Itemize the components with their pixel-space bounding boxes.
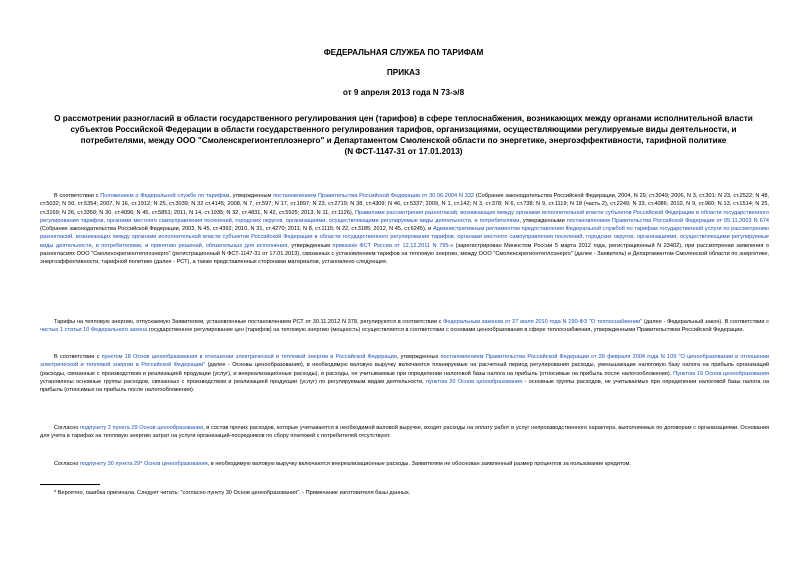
p4-text-a: Согласно [54,425,81,431]
footnote: * Вероятно, ошибка оригинала. Следует читать: "согласно пункту 30 Основ ценообразования". - Примечание изготовителя базы данных. [54,490,411,496]
paragraph-3 [40,353,769,394]
p1-text-b: , утвержденным [229,193,274,199]
p3-link-item-19[interactable]: Пунктом 19 Основ ценообразования [673,370,769,377]
p1-link-decree-332[interactable]: постановлением Правительства Российской Федерации от 30.06.2004 N 332 [273,193,475,199]
paragraph-4 [40,424,769,441]
p1-link-order-795[interactable]: приказом ФСТ России от 12.12.2011 N 795-э [332,242,454,249]
heading-text: О рассмотрении разногласий в области государственного регулирования цен (тарифов) в сфере теплоснабжения, возникающих между органами исполнительной власти субъектов Российской Федерации в области государственного регулирования тарифов, организациями, осуществляющими регулируемые виды деятельности, и потребителями, между ООО "Смоленскрегионтеплоэнерго" и Департаментом Смоленской области по энергетике, энергоэффективности, тарифной политике [54,114,753,145]
p1-link-rules[interactable]: Правилами рассмотрения разногласий, возникающих между органами исполнительной власти субъектов Российской Федерации в области государственного регулирования тарифов, органами местного самоуправления поселений, городских округов, организациями, осуществляющими регулируемые виды деятельности, и потребителями [40,209,769,224]
p1-text-d: , утвержденными [519,217,567,224]
p3-text-a: В соответствии с [54,354,102,360]
doc-type-title: ПРИКАЗ [386,68,421,77]
p5-text-b: , в необходимую валовую выручку включаются внереализационные расходы. Заявителем не обоснован заявленный размер процентов за пользование кредитом. [207,461,631,467]
p1-text-f: , утвержденным [287,242,333,249]
paragraph-5 [40,460,769,468]
p1-text-e: (Собрание законодательства Российской Федерации, 2003, N 45, ст.4392; 2010, N 31, ст.4270; 2011, N 8, ст.1115; N 22, ст.3185; 2012, N 45, ст.6245), и [40,226,433,233]
paragraph-1 [40,192,769,267]
p4-text-b: , в состав прочих расходов, которые учитываются в необходимой валовой выручке, входят расходы на оплату работ и услуг непроизводственного характера, выполняемых по договорам с организациями. Основания для учета в тарифах на тепловую энергию затрат на услуги организаций-посредников по сбору платежей с потребителей отсутствуют. [40,425,769,440]
p3-text-b: , утвержденных [396,354,441,360]
p2-link-law-190[interactable]: Федеральным законом от 27 июля 2010 года N 190-ФЗ "О теплоснабжении" [443,319,643,325]
p1-link-admin-regulation[interactable]: Административным регламентом предоставления Федеральной службой по тарифам государственной услуги по рассмотрению разногласий, возникающих между органами исполнительной власти субъектов Российской Федерации в области государственного регулирования тарифов, органами местного самоуправления поселений, городских округов, организациями, осуществляющими регулируемые виды деятельности, и потребителями, и принятию решений, обязательных для исполнения [40,226,769,249]
agency-title: ФЕДЕРАЛЬНАЯ СЛУЖБА ПО ТАРИФАМ [323,48,484,57]
p2-text-c: государственное регулирование цен (тарифов) на тепловую энергию (мощность) осуществляется в соответствии с основами ценообразования в сфере теплоснабжения, утвержденными Правительством Российской Федерации. [147,327,744,334]
p3-link-item-18[interactable]: пунктом 18 Основ ценообразования в отношении электрической и тепловой энергии в Российской Федерации [101,354,397,360]
p3-text-e: - основные группы расходов, не учитываемых при определении налоговой базы налога на прибыль (относимых на прибыль после налогообложения). [40,378,770,394]
p2-link-article-10[interactable]: частью 1 статьи 10 Федерального закона [40,327,148,334]
p1-link-fst-regulation[interactable]: Положением о Федеральной службе по тарифам [100,193,230,199]
footnote-separator [40,484,100,485]
p1-text-a: В соответствии с [54,193,101,199]
p1-link-decree-674[interactable]: постановлением Правительства Российской Федерации от 05.11.2003 N 674 [566,217,769,224]
p2-text-b: (далее - Федеральный закон). В соответствии с [642,319,769,325]
p3-text-d: установлены основные группы расходов, связанных с производством и реализацией продукции (услуг) по регулируемым видам деятельности, [40,378,427,385]
p2-text-a: Тарифы на тепловую энергию, отпускаемую Заявителем, установленные постановлением РСТ от 30.11.2012 N 378, регулируются в соответствии с [54,319,444,325]
document-heading [40,113,767,157]
doc-date-number: от 9 апреля 2013 года N 73-э/8 [342,88,465,97]
paragraph-2 [40,318,769,335]
p5-text-a: Согласно [54,461,80,467]
heading-reference: (N ФСТ-1147-31 от 17.01.2013) [344,147,463,156]
p3-text-c: (далее - Основы ценообразования), в необходимую валовую выручку включаются планируемые на расчетный период регулирования расходы, уменьшающие налоговую базу налога на прибыль организаций (расходы, связанные с производством и реализацией продукции (услуг), и внереализационные расходы), и расходы, не учитываемые при определении налоговой базы налога на прибыль (относимые на прибыль после налогообложения). [40,362,770,377]
p3-link-item-20[interactable]: пунктом 20 Основ ценообразования [426,378,523,385]
p5-link-subitem-30[interactable]: подпункту 30 пункта 29* Основ ценообразования [80,461,208,467]
p1-text-c: (Собрание законодательства Российской Федерации, 2004, N 29, ст.3049; 2006, N 3, ст.301; N 23, ст.2522; N 48, ст.5032; N 50, ст.5354; 2007, N 16, ст.1912; N 25, ст.3039; N 32 ст.4145; 2008, N 7, ст.597; N 17, ст.1897; N 23, ст.2719; N 38, ст.4309; N 46, ст.5337; 2009, N 1, ст.142; N 3, ст.378; N 6, ст.738; N 9, ст.1119; N 18 (часть 2), ст.2249; N 33, ст.4086; 2010, N 9, ст.960; N 13, ст.1514; N 25, ст.3169; N 26, ст.3350; N 30, ст.4096; N 45, ст.5851; 2011, N 14, ст.1935; N 32, ст.4831, N 42, ст.5925; 2013, N 11, ст.1126), [40,193,769,216]
p4-link-subitem-2[interactable]: подпункту 2 пункта 29 Основ ценообразования [80,425,204,431]
p3-link-decree-109[interactable]: постановлением Правительства Российской Федерации от 26 февраля 2004 года N 109 "О ценообразовании в отношении электрической и тепловой энергии в Российской Федерации" [40,354,770,369]
p1-text-g: (зарегистрирован Минюстом России 5 марта 2012 года, регистрационный N 23402), при рассмотрении заявления о разногласиях ООО "Смоленскрегионтеплоэнерго" (регистрационный N ФСТ-1147-31 от 17.01.2013), связанных с установлением тарифов на тепловую энергию, между ООО "Смоленскрегионтеплоэнерго" (далее - Заявитель) и Департаментом Смоленской области по энергетике, энергоэффективности, тарифной политике (далее - РСТ), а также представленных сторонами материалов, установлено следующее. [40,242,769,266]
